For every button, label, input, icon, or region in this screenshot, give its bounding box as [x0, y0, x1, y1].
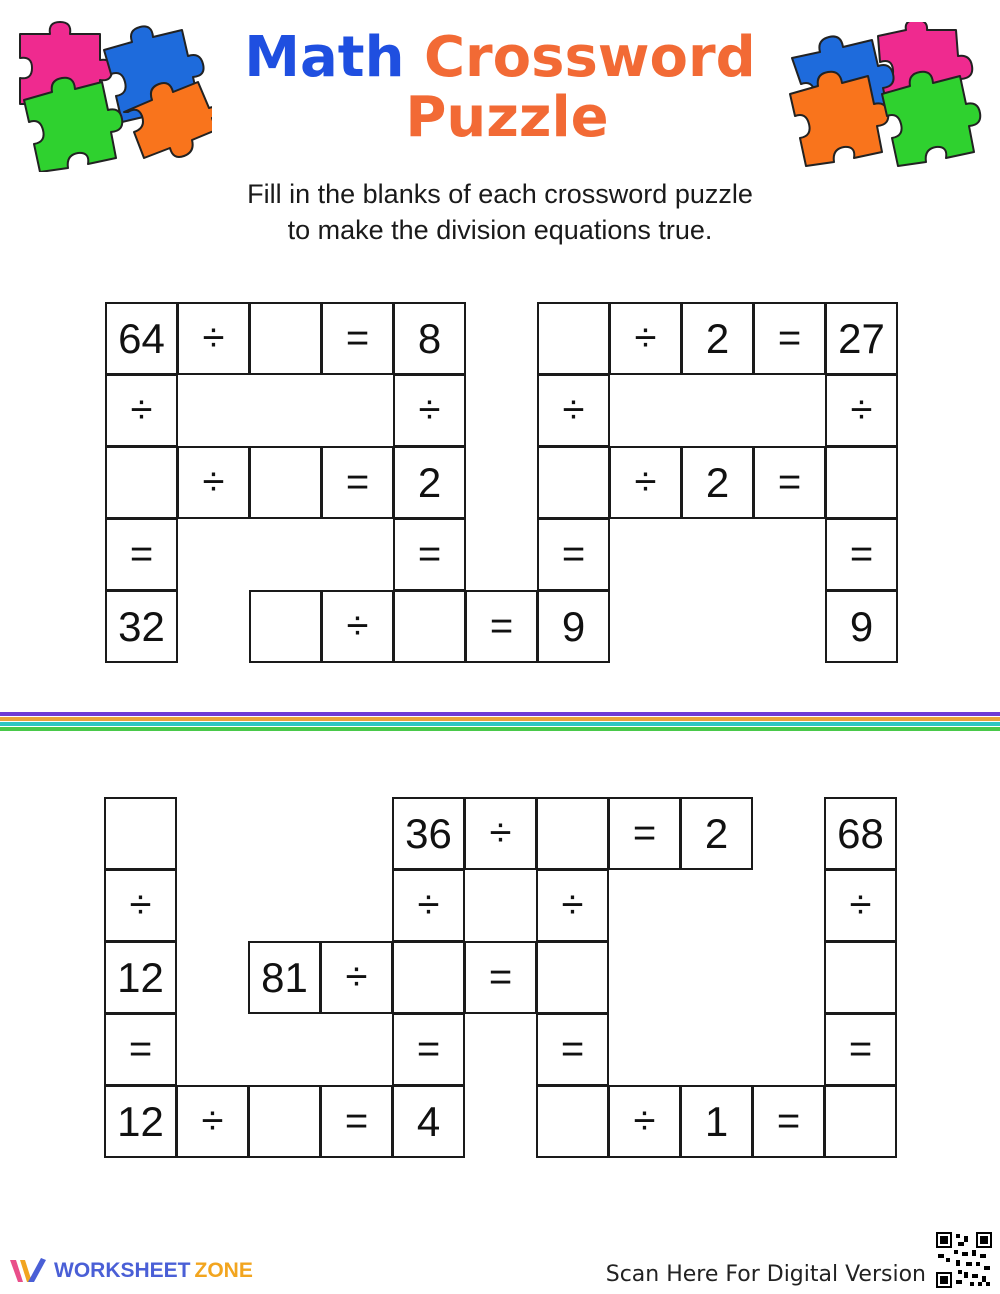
- divide-sign-cell: ÷: [320, 941, 393, 1014]
- equals-sign-cell: =: [824, 1013, 897, 1086]
- number-cell: 81: [248, 941, 321, 1014]
- number-cell: 1: [680, 1085, 753, 1158]
- instructions: [0, 176, 1000, 248]
- equals-sign-cell: =: [321, 446, 394, 519]
- number-cell: 12: [104, 941, 177, 1014]
- blank-answer-cell[interactable]: [537, 446, 610, 519]
- equals-sign-cell: =: [465, 590, 538, 663]
- equals-sign-cell: =: [752, 1085, 825, 1158]
- instruction-line: to make the division equations true.: [287, 215, 713, 245]
- equals-sign-cell: =: [825, 518, 898, 591]
- divide-sign-cell: ÷: [321, 590, 394, 663]
- blank-answer-cell[interactable]: [249, 446, 322, 519]
- equals-sign-cell: =: [321, 302, 394, 375]
- number-cell: 2: [681, 302, 754, 375]
- equals-sign-cell: =: [104, 1013, 177, 1086]
- blank-answer-cell[interactable]: [824, 1085, 897, 1158]
- number-cell: 27: [825, 302, 898, 375]
- number-cell: 36: [392, 797, 465, 870]
- divide-sign-cell: ÷: [177, 446, 250, 519]
- equals-sign-cell: =: [753, 446, 826, 519]
- number-cell: 2: [681, 446, 754, 519]
- blank-answer-cell[interactable]: [393, 590, 466, 663]
- equals-sign-cell: =: [393, 518, 466, 591]
- blank-answer-cell[interactable]: [105, 446, 178, 519]
- equals-sign-cell: =: [320, 1085, 393, 1158]
- page-title: [0, 25, 1000, 150]
- blank-answer-cell[interactable]: [536, 941, 609, 1014]
- divide-sign-cell: ÷: [464, 797, 537, 870]
- scan-instruction: Scan Here For Digital Version: [605, 1262, 926, 1287]
- divide-sign-cell: ÷: [536, 869, 609, 942]
- divide-sign-cell: ÷: [105, 374, 178, 447]
- divide-sign-cell: ÷: [177, 302, 250, 375]
- equals-sign-cell: =: [536, 1013, 609, 1086]
- number-cell: 8: [393, 302, 466, 375]
- title-word-math: Math: [244, 25, 405, 90]
- divide-sign-cell: ÷: [537, 374, 610, 447]
- title-word-puzzle: Puzzle: [405, 85, 609, 150]
- blank-answer-cell[interactable]: [537, 302, 610, 375]
- qr-code-icon[interactable]: [936, 1232, 992, 1288]
- blank-answer-cell[interactable]: [392, 941, 465, 1014]
- blank-answer-cell[interactable]: [249, 590, 322, 663]
- number-cell: 64: [105, 302, 178, 375]
- equals-sign-cell: =: [464, 941, 537, 1014]
- divide-sign-cell: ÷: [609, 302, 682, 375]
- divide-sign-cell: ÷: [176, 1085, 249, 1158]
- number-cell: 4: [392, 1085, 465, 1158]
- divide-sign-cell: ÷: [824, 869, 897, 942]
- equals-sign-cell: =: [392, 1013, 465, 1086]
- logo-icon: [8, 1256, 48, 1286]
- divide-sign-cell: ÷: [608, 1085, 681, 1158]
- equals-sign-cell: =: [537, 518, 610, 591]
- divide-sign-cell: ÷: [392, 869, 465, 942]
- number-cell: 12: [104, 1085, 177, 1158]
- number-cell: 32: [105, 590, 178, 663]
- number-cell: 2: [680, 797, 753, 870]
- number-cell: 68: [824, 797, 897, 870]
- brand-worksheet: WORKSHEET: [54, 1259, 191, 1282]
- divide-sign-cell: ÷: [393, 374, 466, 447]
- equals-sign-cell: =: [608, 797, 681, 870]
- number-cell: 2: [393, 446, 466, 519]
- brand-zone: ZONE: [194, 1259, 253, 1282]
- blank-answer-cell[interactable]: [536, 797, 609, 870]
- equals-sign-cell: =: [753, 302, 826, 375]
- worksheet-zone-logo[interactable]: [8, 1256, 253, 1286]
- blank-answer-cell[interactable]: [249, 302, 322, 375]
- blank-answer-cell[interactable]: [248, 1085, 321, 1158]
- number-cell: 9: [537, 590, 610, 663]
- blank-answer-cell[interactable]: [104, 797, 177, 870]
- section-divider: [0, 710, 1000, 734]
- divide-sign-cell: ÷: [104, 869, 177, 942]
- number-cell: 9: [825, 590, 898, 663]
- equals-sign-cell: =: [105, 518, 178, 591]
- divide-sign-cell: ÷: [609, 446, 682, 519]
- blank-answer-cell[interactable]: [536, 1085, 609, 1158]
- divide-sign-cell: ÷: [825, 374, 898, 447]
- instruction-line: Fill in the blanks of each crossword puzzle: [247, 179, 753, 209]
- title-word-crossword: Crossword: [423, 25, 756, 90]
- blank-answer-cell[interactable]: [825, 446, 898, 519]
- blank-answer-cell[interactable]: [824, 941, 897, 1014]
